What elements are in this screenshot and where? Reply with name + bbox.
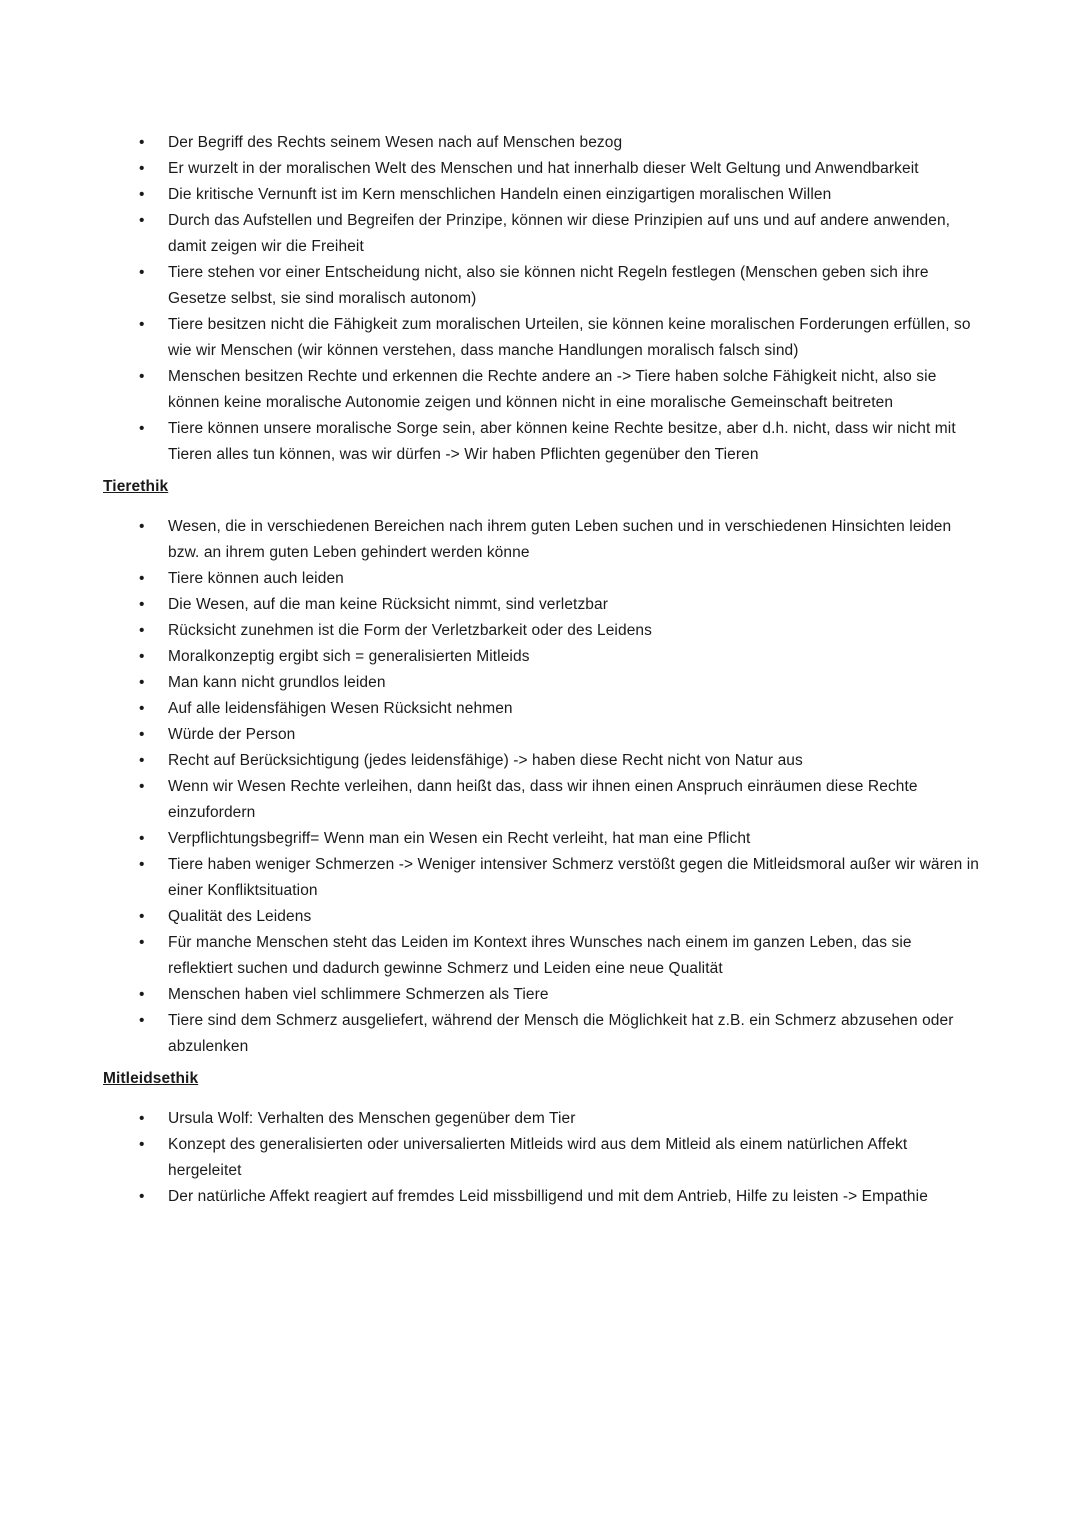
bullet-list xyxy=(103,130,980,468)
list-item: • Für manche Menschen steht das Leiden im Kontext ihres Wunsches nach einem im ganzen Leben, das sie reflektiert suchen und dadurch gewinne Schmerz und Leiden eine neue Qualität xyxy=(103,930,980,982)
section-heading-mitleidsethik: Mitleidsethik xyxy=(103,1070,199,1087)
section-heading-tierethik: Tierethik xyxy=(103,478,169,495)
list-item: • Wesen, die in verschiedenen Bereichen nach ihrem guten Leben suchen und in verschiedenen Hinsichten leiden bzw. an ihrem guten Leben gehindert werden könne xyxy=(103,514,980,566)
list-item: • Die Wesen, auf die man keine Rücksicht nimmt, sind verletzbar xyxy=(103,592,980,618)
list-item: • Durch das Aufstellen und Begreifen der Prinzipe, können wir diese Prinzipien auf uns und auf andere anwenden, damit zeigen wir die Freiheit xyxy=(103,208,980,260)
list-item: • Qualität des Leidens xyxy=(103,904,980,930)
list-item: • Er wurzelt in der moralischen Welt des Menschen und hat innerhalb dieser Welt Geltung und Anwendbarkeit xyxy=(103,156,980,182)
list-item: • Die kritische Vernunft ist im Kern menschlichen Handeln einen einzigartigen moralischen Willen xyxy=(103,182,980,208)
list-item: • Auf alle leidensfähigen Wesen Rücksicht nehmen xyxy=(103,696,980,722)
bullet-list xyxy=(103,514,980,1060)
list-item: • Konzept des generalisierten oder universalierten Mitleids wird aus dem Mitleid als einem natürlichen Affekt hergeleitet xyxy=(103,1132,980,1184)
bullet-list xyxy=(103,1106,980,1210)
list-item: • Der Begriff des Rechts seinem Wesen nach auf Menschen bezog xyxy=(103,130,980,156)
list-item: • Tiere haben weniger Schmerzen -> Weniger intensiver Schmerz verstößt gegen die Mitleidsmoral außer wir wären in einer Konfliktsituation xyxy=(103,852,980,904)
list-item: • Man kann nicht grundlos leiden xyxy=(103,670,980,696)
section-mitleidsethik xyxy=(103,1066,980,1210)
list-item: • Verpflichtungsbegriff= Wenn man ein Wesen ein Recht verleiht, hat man eine Pflicht xyxy=(103,826,980,852)
list-item: • Tiere besitzen nicht die Fähigkeit zum moralischen Urteilen, sie können keine moralischen Forderungen erfüllen, so wie wir Menschen (wir können verstehen, dass manche Handlungen moralisch falsch sind) xyxy=(103,312,980,364)
list-item: • Menschen besitzen Rechte und erkennen die Rechte andere an -> Tiere haben solche Fähigkeit nicht, also sie können keine moralische Autonomie zeigen und können nicht in eine moralische Gemeinschaft beitreten xyxy=(103,364,980,416)
list-item: • Tiere können unsere moralische Sorge sein, aber können keine Rechte besitze, aber d.h. nicht, dass wir nicht mit Tieren alles tun können, was wir dürfen -> Wir haben Pflichten gegenüber den Tieren xyxy=(103,416,980,468)
list-item: • Moralkonzeptig ergibt sich = generalisierten Mitleids xyxy=(103,644,980,670)
list-item: • Tiere stehen vor einer Entscheidung nicht, also sie können nicht Regeln festlegen (Menschen geben sich ihre Gesetze selbst, sie sind moralisch autonom) xyxy=(103,260,980,312)
list-item: • Rücksicht zunehmen ist die Form der Verletzbarkeit oder des Leidens xyxy=(103,618,980,644)
section-intro xyxy=(103,130,980,468)
list-item: • Recht auf Berücksichtigung (jedes leidensfähige) -> haben diese Recht nicht von Natur aus xyxy=(103,748,980,774)
list-item: • Tiere sind dem Schmerz ausgeliefert, während der Mensch die Möglichkeit hat z.B. ein Schmerz abzusehen oder abzulenken xyxy=(103,1008,980,1060)
list-item: • Würde der Person xyxy=(103,722,980,748)
list-item: • Der natürliche Affekt reagiert auf fremdes Leid missbilligend und mit dem Antrieb, Hilfe zu leisten -> Empathie xyxy=(103,1184,980,1210)
section-tierethik xyxy=(103,474,980,1060)
list-item: • Wenn wir Wesen Rechte verleihen, dann heißt das, dass wir ihnen einen Anspruch einräumen diese Rechte einzufordern xyxy=(103,774,980,826)
list-item: • Ursula Wolf: Verhalten des Menschen gegenüber dem Tier xyxy=(103,1106,980,1132)
list-item: • Menschen haben viel schlimmere Schmerzen als Tiere xyxy=(103,982,980,1008)
list-item: • Tiere können auch leiden xyxy=(103,566,980,592)
